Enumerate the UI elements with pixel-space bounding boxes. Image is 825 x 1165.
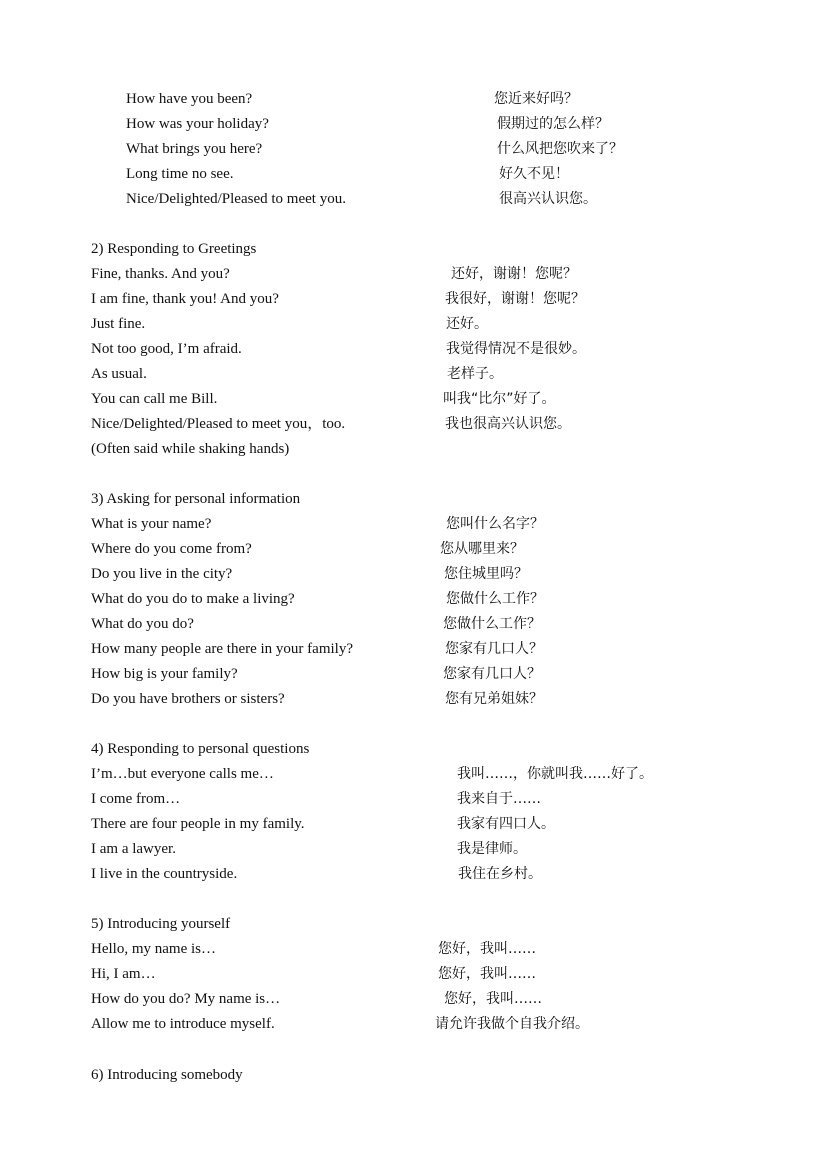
phrase-en: How have you been? (126, 91, 253, 107)
phrase-en: Fine, thanks. And you? (91, 266, 230, 282)
phrase-zh: 我也很高兴认识您。 (445, 416, 571, 432)
phrase-zh: 还好，谢谢！您呢？ (451, 266, 577, 282)
phrase-en: I’m…but everyone calls me… (91, 766, 274, 782)
section-heading: 5) Introducing yourself (91, 916, 231, 932)
phrase-en: How do you do? My name is… (91, 991, 281, 1007)
phrase-zh: 您住城里吗？ (444, 566, 528, 582)
phrase-zh: 您叫什么名字？ (446, 516, 544, 532)
phrase-zh: 还好。 (446, 316, 488, 332)
phrase-en: I live in the countryside. (91, 866, 238, 882)
phrase-en: Not too good, I’m afraid. (91, 341, 242, 357)
phrase-en: I come from… (91, 791, 181, 807)
phrase-en: I am fine, thank you! And you? (91, 291, 279, 307)
phrase-zh: 我是律师。 (457, 841, 527, 857)
section-heading: 4) Responding to personal questions (91, 741, 310, 757)
phrase-zh: 很高兴认识您。 (499, 191, 597, 207)
section-heading: 6) Introducing somebody (91, 1067, 243, 1083)
phrase-zh: 您有兄弟姐妹？ (445, 691, 543, 707)
phrase-en: Hello, my name is… (91, 941, 216, 957)
phrase-en: How big is your family? (91, 666, 238, 682)
phrase-en: You can call me Bill. (91, 391, 218, 407)
phrase-zh: 您从哪里来？ (440, 541, 524, 557)
phrase-zh: 您好，我叫…… (438, 941, 536, 957)
phrase-zh: 我住在乡村。 (458, 866, 542, 882)
phrase-en: Nice/Delighted/Pleased to meet you. (126, 191, 346, 207)
phrase-en: Do you live in the city? (91, 566, 233, 582)
phrase-zh: 我来自于…… (457, 791, 541, 807)
phrase-zh: 好久不见！ (499, 166, 569, 182)
phrase-zh: 您近来好吗？ (494, 91, 578, 107)
note: (Often said while shaking hands) (91, 441, 290, 457)
phrase-en: Just fine. (91, 316, 146, 332)
phrase-en: What do you do to make a living? (91, 591, 295, 607)
phrase-en: As usual. (91, 366, 147, 382)
section-heading: 2) Responding to Greetings (91, 241, 257, 257)
phrase-zh: 假期过的怎么样？ (497, 116, 609, 132)
phrase-en: Where do you come from? (91, 541, 252, 557)
phrase-en: Long time no see. (126, 166, 234, 182)
phrase-zh: 您家有几口人？ (445, 641, 543, 657)
phrase-zh: 我很好，谢谢！您呢？ (445, 291, 585, 307)
phrase-en: How many people are there in your family? (91, 641, 353, 657)
phrase-zh: 您好，我叫…… (438, 966, 536, 982)
phrase-en: Allow me to introduce myself. (91, 1016, 275, 1032)
section-heading: 3) Asking for personal information (91, 491, 301, 507)
phrase-zh: 老样子。 (447, 366, 503, 382)
phrase-en: Nice/Delighted/Pleased to meet you，too. (91, 416, 346, 432)
phrase-en: Hi, I am… (91, 966, 156, 982)
phrase-en: How was your holiday? (126, 116, 269, 132)
phrase-en: What brings you here? (126, 141, 263, 157)
phrase-zh: 您好，我叫…… (444, 991, 542, 1007)
phrase-zh: 什么风把您吹来了？ (497, 141, 623, 157)
phrase-zh: 您家有几口人？ (443, 666, 541, 682)
phrase-zh: 我叫……，你就叫我……好了。 (457, 766, 653, 782)
phrase-en: Do you have brothers or sisters? (91, 691, 285, 707)
phrase-en: What is your name? (91, 516, 212, 532)
phrase-en: I am a lawyer. (91, 841, 176, 857)
phrase-zh: 我家有四口人。 (457, 816, 555, 832)
phrase-zh: 我觉得情况不是很妙。 (446, 341, 586, 357)
phrase-en: There are four people in my family. (91, 816, 305, 832)
phrase-zh: 您做什么工作？ (446, 591, 544, 607)
phrase-zh: 叫我“比尔”好了。 (443, 391, 556, 407)
phrase-en: What do you do? (91, 616, 194, 632)
phrase-zh: 请允许我做个自我介绍。 (435, 1016, 589, 1032)
phrase-zh: 您做什么工作？ (443, 616, 541, 632)
